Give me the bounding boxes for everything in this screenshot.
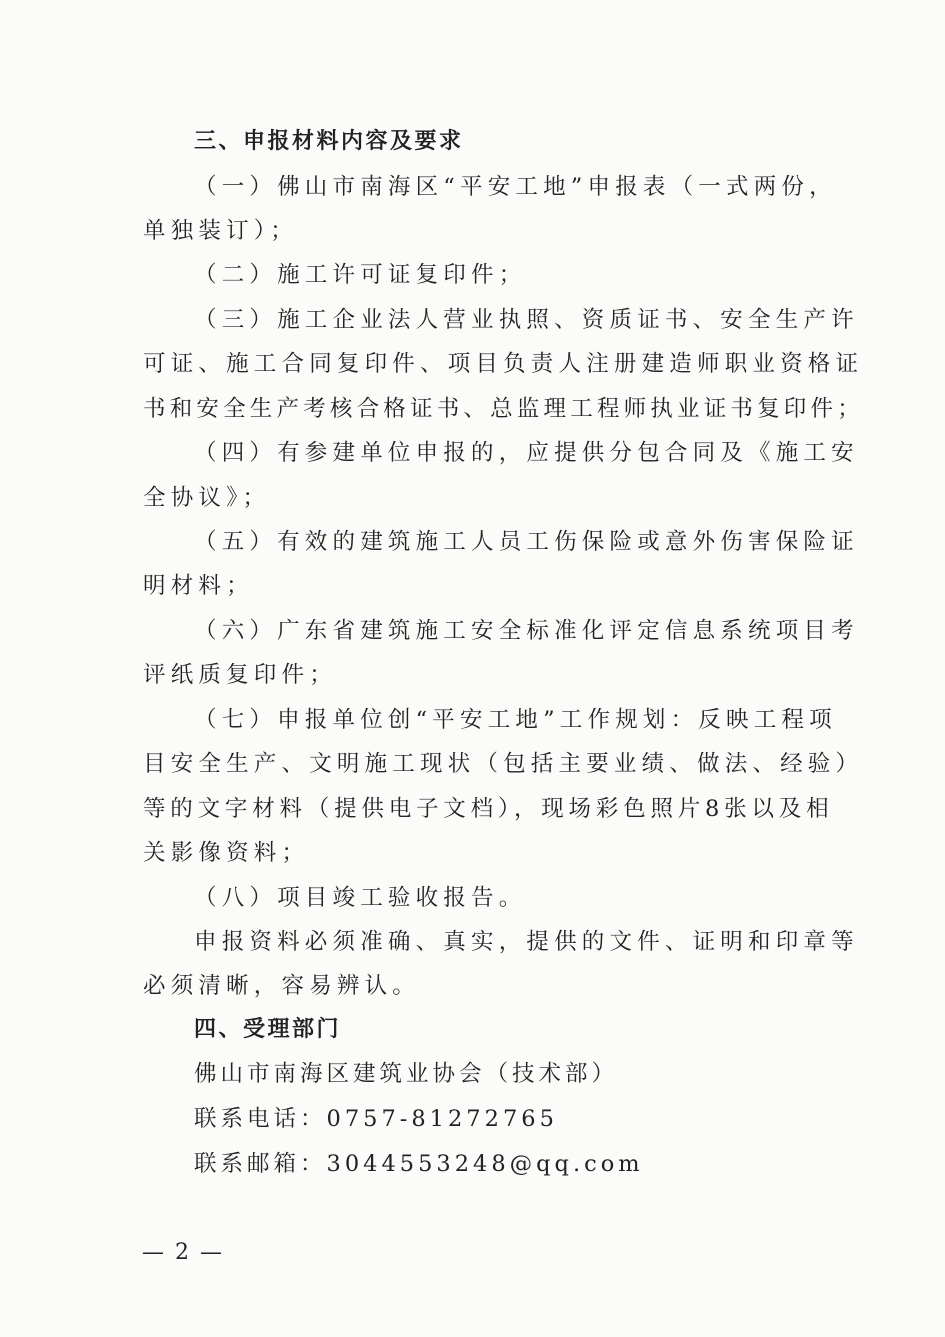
department-name: 佛山市南海区建筑业协会（技术部） xyxy=(194,1061,619,1087)
item-2-line-1: （二）施工许可证复印件； xyxy=(194,262,527,288)
item-4-line-2: 全协议》； xyxy=(143,485,271,511)
item-8-line-1: （八）项目竣工验收报告。 xyxy=(194,885,527,911)
note-line-1: 申报资料必须准确、真实，提供的文件、证明和印章等 xyxy=(194,929,859,955)
item-3-line-1: （三）施工企业法人营业执照、资质证书、安全生产许 xyxy=(194,307,859,333)
item-6-line-1: （六）广东省建筑施工安全标准化评定信息系统项目考 xyxy=(194,618,859,644)
contact-phone: 联系电话：0757-81272765 xyxy=(194,1106,558,1132)
item-7-line-1: （七）申报单位创“平安工地”工作规划：反映工程项 xyxy=(194,707,837,733)
note-line-2: 必须清晰，容易辨认。 xyxy=(143,973,421,999)
item-4-line-1: （四）有参建单位申报的，应提供分包合同及《施工安 xyxy=(194,440,859,466)
item-1-line-1: （一）佛山市南海区“平安工地”申报表（一式两份， xyxy=(194,174,837,200)
item-6-line-2: 评纸质复印件； xyxy=(143,662,337,688)
item-1-line-2: 单独装订）； xyxy=(143,218,298,244)
item-7-line-3: 等的文字材料（提供电子文档），现场彩色照片8张以及相 xyxy=(143,796,834,822)
item-5-line-2: 明材料； xyxy=(143,573,254,599)
item-7-line-4: 关影像资料； xyxy=(143,840,310,866)
contact-email: 联系邮箱：3044553248@qq.com xyxy=(194,1151,644,1177)
section-four-heading: 四、受理部门 xyxy=(194,1017,342,1042)
item-5-line-1: （五）有效的建筑施工人员工伤保险或意外伤害保险证 xyxy=(194,529,859,555)
item-7-line-2: 目安全生产、文明施工现状（包括主要业绩、做法、经验） xyxy=(143,751,864,777)
section-three-heading: 三、申报材料内容及要求 xyxy=(194,129,464,154)
page-number: — 2 — xyxy=(142,1240,224,1265)
item-3-line-3: 书和安全生产考核合格证书、总监理工程师执业证书复印件； xyxy=(143,396,864,422)
item-3-line-2: 可证、施工合同复印件、项目负责人注册建造师职业资格证 xyxy=(143,351,864,377)
